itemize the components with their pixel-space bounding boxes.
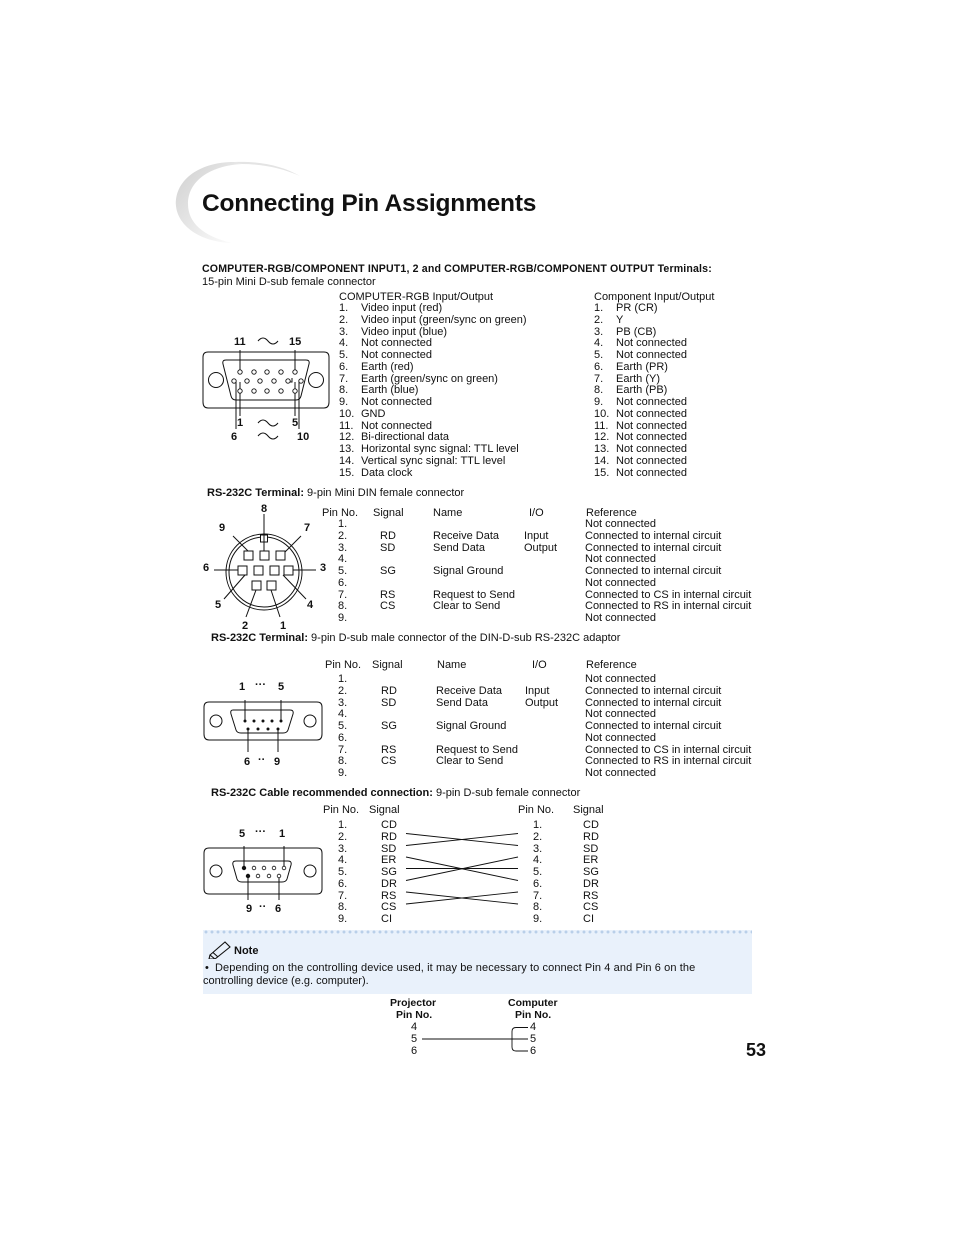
cable-label-1: 1 xyxy=(279,828,286,840)
cable-right-pin-number: 5. xyxy=(533,866,543,878)
dsub-reference: Connected to RS in internal circuit xyxy=(585,755,752,768)
din-9pin-connector-diagram xyxy=(200,500,330,632)
computer-rgb-pin-row xyxy=(339,409,527,421)
component-pin-number: 3. xyxy=(594,325,604,338)
cable-right-pin-number: 2. xyxy=(533,830,543,843)
component-pin-number: 15. xyxy=(594,466,610,479)
cable-section-heading xyxy=(211,787,580,799)
computer-rgb-pin-description: Data clock xyxy=(361,466,413,479)
rgb-label-5: 5 xyxy=(292,417,299,429)
din-label-2: 2 xyxy=(242,620,249,632)
computer-rgb-pin-description: Not connected xyxy=(361,337,432,350)
computer-rgb-pin-row xyxy=(339,350,527,362)
rgb-label-15: 15 xyxy=(289,336,302,348)
dsub-pin-number: 5. xyxy=(338,720,348,732)
component-pin-description: Earth (PR) xyxy=(616,360,668,373)
dsub-signal-name: Request to Send xyxy=(436,743,518,756)
dsub-header-name: Name xyxy=(437,659,467,671)
component-pin-description: Not connected xyxy=(616,349,687,361)
component-title: Component Input/Output xyxy=(594,291,715,303)
dsub-io: Input xyxy=(525,684,550,697)
cable-left-signal: CD xyxy=(381,819,397,831)
dsub-pin-number: 3. xyxy=(338,696,348,709)
computer-rgb-pin-list xyxy=(339,303,527,479)
din-label-4: 4 xyxy=(307,599,314,611)
component-pin-row xyxy=(594,350,687,362)
din-signal: CS xyxy=(380,600,396,613)
pencil-icon xyxy=(207,939,233,959)
dsub-top-dots: ··· xyxy=(255,679,266,691)
dsub-reference: Not connected xyxy=(585,731,656,744)
component-pin-row xyxy=(594,444,687,456)
dsub-pin-number: 8. xyxy=(338,755,348,768)
dsub-label-5: 5 xyxy=(278,681,285,693)
cable-left-signal: RS xyxy=(381,889,397,902)
dsub-signal-name: Send Data xyxy=(436,696,488,709)
dsub-reference: Connected to internal circuit xyxy=(585,684,722,697)
din-label-9: 9 xyxy=(219,522,226,534)
note-text-line1: Depending on the controlling device used, it may be necessary to connect Pin 4 and Pin 6 on the xyxy=(215,962,696,974)
note-dotted-border xyxy=(203,930,752,934)
component-pin-row xyxy=(594,362,687,374)
cable-right-signal: RS xyxy=(583,889,599,902)
dsub-reference: Connected to internal circuit xyxy=(585,696,722,709)
dsub-signal: RD xyxy=(381,684,397,697)
computer-rgb-pin-number: 5. xyxy=(339,349,349,361)
cable-left-pin-number: 3. xyxy=(338,842,348,855)
dsub-signal: SD xyxy=(381,696,397,709)
rgb-label-10: 10 xyxy=(297,431,310,443)
dsub-label-1: 1 xyxy=(239,681,246,693)
dsub-signal: CS xyxy=(381,755,397,768)
cable-wiring-diagram xyxy=(400,830,524,918)
cable-right-signal: ER xyxy=(583,854,599,867)
rgb-label-11: 11 xyxy=(234,336,246,348)
page-number: 53 xyxy=(746,1040,767,1060)
din-reference: Connected to internal circuit xyxy=(585,541,722,554)
cable-right-pin-number: 3. xyxy=(533,842,543,855)
component-pin-number: 10. xyxy=(594,407,610,420)
din-signal-name: Clear to Send xyxy=(433,600,501,613)
cable-left-pin-number: 9. xyxy=(338,913,348,925)
component-pin-description: PR (CR) xyxy=(616,302,658,314)
din-pin-number: 6. xyxy=(338,576,348,589)
component-pin-description: Earth (PB) xyxy=(616,384,668,397)
cable-heading-bold: RS-232C Cable recommended connection: xyxy=(211,787,433,799)
component-pin-description: Not connected xyxy=(616,396,687,408)
dsub-signal: RS xyxy=(381,743,397,756)
computer-rgb-pin-number: 6. xyxy=(339,360,349,373)
din-signal: RD xyxy=(380,529,396,542)
cable-left-pin-number: 5. xyxy=(338,866,348,878)
din-io: Input xyxy=(524,529,549,542)
component-pin-number: 6. xyxy=(594,360,604,373)
computer-rgb-pin-number: 14. xyxy=(339,454,355,467)
cable-left-signal: DR xyxy=(381,877,397,890)
computer-rgb-pin-description: Horizontal sync signal: TTL level xyxy=(361,443,519,455)
dsub-bottom-dots: ·· xyxy=(258,754,266,766)
din-reference: Not connected xyxy=(585,612,656,624)
dsub-signal-name: Signal Ground xyxy=(436,720,507,732)
computer-rgb-pin-number: 7. xyxy=(339,372,349,385)
cable-left-signal: CI xyxy=(381,913,392,925)
computer-rgb-pin-number: 10. xyxy=(339,407,355,420)
din-signal-name: Receive Data xyxy=(433,529,500,542)
computer-rgb-pin-description: Earth (green/sync on green) xyxy=(361,372,498,385)
computer-rgb-pin-description: Bi-directional data xyxy=(361,431,450,444)
computer-rgb-pin-description: Not connected xyxy=(361,396,432,408)
cable-right-pin-number: 1. xyxy=(533,819,543,831)
din-label-1: 1 xyxy=(280,620,287,632)
computer-rgb-pin-number: 11. xyxy=(339,419,354,432)
component-pin-description: PB (CB) xyxy=(616,325,657,338)
din-label-6: 6 xyxy=(203,562,210,574)
cable-left-signal: RD xyxy=(381,830,397,843)
computer-rgb-pin-row xyxy=(339,456,527,468)
din-io: Output xyxy=(524,541,558,554)
cable-right-header-pin: Pin No. xyxy=(518,804,555,816)
dsub-header-pin: Pin No. xyxy=(325,659,362,671)
din-signal-name: Signal Ground xyxy=(433,565,504,577)
note-bullet: • xyxy=(205,962,209,974)
din-pin-number: 2. xyxy=(338,529,348,542)
cable-left-signal: SD xyxy=(381,842,397,855)
cable-right-pin-number: 4. xyxy=(533,854,543,867)
computer-rgb-pin-number: 3. xyxy=(339,325,349,338)
din-pin-number: 4. xyxy=(338,553,348,566)
rgb-heading-bold: COMPUTER-RGB/COMPONENT INPUT1, 2 and COMPUTER-RGB/COMPONENT OUTPUT Terminals: xyxy=(202,263,712,275)
cable-right-signal: CS xyxy=(583,901,599,914)
component-pin-row xyxy=(594,397,687,409)
component-pin-number: 4. xyxy=(594,337,604,350)
computer-rgb-pin-description: Earth (red) xyxy=(361,360,414,373)
computer-rgb-pin-number: 13. xyxy=(339,443,355,455)
dsub-reference: Not connected xyxy=(585,767,656,779)
dsub-pin-number: 9. xyxy=(338,767,348,779)
din-reference: Connected to RS in internal circuit xyxy=(585,600,752,613)
dsub-header-reference: Reference xyxy=(586,659,637,671)
component-pin-row xyxy=(594,409,687,421)
note-title: Note xyxy=(234,945,259,957)
component-pin-number: 12. xyxy=(594,431,610,444)
computer-rgb-pin-number: 15. xyxy=(339,466,355,479)
component-pin-number: 1. xyxy=(594,302,604,314)
projector-title-1: Projector xyxy=(390,997,437,1009)
computer-title-1: Computer xyxy=(508,997,558,1009)
cable-left-pin-number: 6. xyxy=(338,877,348,890)
din-header-signal: Signal xyxy=(373,507,404,519)
computer-rgb-pin-number: 9. xyxy=(339,396,349,408)
din-heading-bold: RS-232C Terminal: xyxy=(207,487,304,499)
component-pin-description: Not connected xyxy=(616,431,687,444)
din-pin-number: 5. xyxy=(338,565,348,577)
component-pin-description: Not connected xyxy=(616,407,687,420)
cable-left-pin-number: 1. xyxy=(338,819,348,831)
component-pin-row xyxy=(594,315,687,327)
component-pin-description: Not connected xyxy=(616,443,687,455)
component-pin-number: 8. xyxy=(594,384,604,397)
rgb-label-6: 6 xyxy=(231,431,238,443)
component-pin-number: 9. xyxy=(594,396,604,408)
cable-right-signal: SG xyxy=(583,866,599,878)
cable-right-pin-number: 7. xyxy=(533,889,543,902)
computer-pin-5: 5 xyxy=(530,1033,537,1045)
cable-right-header-signal: Signal xyxy=(573,804,604,816)
cable-left-pin-number: 7. xyxy=(338,889,348,902)
projector-pin-5: 5 xyxy=(411,1033,418,1045)
computer-title-2: Pin No. xyxy=(515,1009,552,1021)
cable-right-signal: SD xyxy=(583,842,599,855)
din-header-name: Name xyxy=(433,507,463,519)
component-pin-number: 14. xyxy=(594,454,610,467)
computer-pin-6: 6 xyxy=(530,1045,537,1057)
computer-rgb-pin-number: 1. xyxy=(339,302,349,314)
dsub-header-signal: Signal xyxy=(372,659,403,671)
component-pin-number: 5. xyxy=(594,349,604,361)
cable-label-5: 5 xyxy=(239,828,246,840)
din-header-io: I/O xyxy=(529,507,544,519)
component-pin-list xyxy=(594,303,687,479)
dsub-pin-number: 6. xyxy=(338,731,348,744)
cable-left-pin-number: 4. xyxy=(338,854,348,867)
cable-left-signal: CS xyxy=(381,901,397,914)
dsub-label-6: 6 xyxy=(244,756,251,768)
din-reference: Connected to internal circuit xyxy=(585,529,722,542)
cable-right-signal: CD xyxy=(583,819,599,831)
dsub-signal-name: Clear to Send xyxy=(436,755,504,768)
dsub-signal: SG xyxy=(381,720,397,732)
computer-rgb-pin-description: Video input (red) xyxy=(361,302,443,314)
computer-rgb-pin-description: GND xyxy=(361,407,386,420)
dsub-heading-rest: 9-pin D-sub male connector of the DIN-D-sub RS-232C adaptor xyxy=(308,632,621,644)
din-signal-name: Send Data xyxy=(433,541,485,554)
dsub-reference: Connected to internal circuit xyxy=(585,720,722,732)
computer-rgb-pin-row xyxy=(339,303,527,315)
note-text-line2: controlling device (e.g. computer). xyxy=(203,975,369,987)
din-pin-number: 1. xyxy=(338,518,348,530)
projector-pin-6: 6 xyxy=(411,1045,418,1057)
computer-rgb-pin-description: Earth (blue) xyxy=(361,384,419,397)
computer-pin-4: 4 xyxy=(530,1021,537,1033)
dsub-section-heading xyxy=(211,632,620,644)
component-pin-description: Not connected xyxy=(616,419,687,432)
computer-rgb-pin-number: 8. xyxy=(339,384,349,397)
cable-left-signal: ER xyxy=(381,854,397,867)
din-header-reference: Reference xyxy=(586,507,637,519)
cable-right-pin-number: 8. xyxy=(533,901,543,914)
din-label-7: 7 xyxy=(304,522,311,534)
computer-rgb-pin-description: Vertical sync signal: TTL level xyxy=(361,454,506,467)
cable-right-signal: DR xyxy=(583,877,599,890)
rgb-subheading: 15-pin Mini D-sub female connector xyxy=(202,276,376,288)
page-title: Connecting Pin Assignments xyxy=(202,190,537,217)
rgb-label-1: 1 xyxy=(237,417,244,429)
component-pin-description: Not connected xyxy=(616,337,687,350)
dsub-pin-number: 7. xyxy=(338,743,348,756)
din-reference: Not connected xyxy=(585,576,656,589)
cable-right-signal: RD xyxy=(583,830,599,843)
component-pin-row xyxy=(594,303,687,315)
computer-rgb-pin-description: Not connected xyxy=(361,349,432,361)
cable-bottom-dots: ·· xyxy=(259,901,267,913)
computer-rgb-pin-number: 2. xyxy=(339,313,349,326)
component-pin-number: 7. xyxy=(594,372,604,385)
computer-rgb-pin-description: Video input (green/sync on green) xyxy=(361,313,527,326)
cable-right-pin-number: 9. xyxy=(533,913,543,925)
cable-left-pin-number: 2. xyxy=(338,830,348,843)
cable-heading-rest: 9-pin D-sub female connector xyxy=(432,787,581,799)
din-signal: SG xyxy=(380,565,396,577)
dsub-heading-bold: RS-232C Terminal: xyxy=(211,632,308,644)
din-section-heading xyxy=(207,487,464,499)
computer-rgb-pin-description: Not connected xyxy=(361,419,432,432)
cable-top-dots: ··· xyxy=(255,826,266,838)
projector-pin-4: 4 xyxy=(411,1021,418,1033)
computer-rgb-title: COMPUTER-RGB Input/Output xyxy=(339,291,494,303)
dsub-reference: Not connected xyxy=(585,673,656,685)
cable-label-6: 6 xyxy=(275,903,282,915)
rgb-section-heading xyxy=(202,263,712,275)
pin-loopback-diagram xyxy=(418,1022,530,1056)
dsub-pin-number: 2. xyxy=(338,684,348,697)
din-reference: Connected to CS in internal circuit xyxy=(585,588,752,601)
din-pin-number: 8. xyxy=(338,600,348,613)
cable-label-9: 9 xyxy=(246,903,253,915)
din-label-3: 3 xyxy=(320,562,327,574)
component-pin-description: Not connected xyxy=(616,454,687,467)
projector-title-2: Pin No. xyxy=(396,1009,433,1021)
component-pin-number: 2. xyxy=(594,313,604,326)
din-label-8: 8 xyxy=(261,503,268,515)
din-signal: RS xyxy=(380,588,396,601)
dsub-reference: Connected to CS in internal circuit xyxy=(585,743,752,756)
component-pin-number: 11. xyxy=(594,419,609,432)
component-pin-number: 13. xyxy=(594,443,610,455)
din-pin-number: 9. xyxy=(338,612,348,624)
cable-right-pin-number: 6. xyxy=(533,877,543,890)
dsub-signal-name: Receive Data xyxy=(436,684,503,697)
computer-rgb-pin-row xyxy=(339,444,527,456)
computer-rgb-pin-row xyxy=(339,468,527,480)
component-pin-row xyxy=(594,468,687,480)
dsub-io: Output xyxy=(525,696,559,709)
dsub-label-9: 9 xyxy=(274,756,281,768)
din-reference: Not connected xyxy=(585,553,656,566)
din-signal-name: Request to Send xyxy=(433,588,515,601)
component-pin-description: Y xyxy=(616,313,624,326)
component-pin-description: Not connected xyxy=(616,466,687,479)
computer-rgb-pin-number: 12. xyxy=(339,431,355,444)
din-header-pin: Pin No. xyxy=(322,507,359,519)
din-reference: Not connected xyxy=(585,518,656,530)
rgb-15pin-connector-diagram xyxy=(198,332,334,444)
din-heading-rest: 9-pin Mini DIN female connector xyxy=(304,487,465,499)
computer-rgb-pin-row xyxy=(339,397,527,409)
dsub-pin-number: 1. xyxy=(338,673,348,685)
cable-left-pin-number: 8. xyxy=(338,901,348,914)
computer-rgb-pin-number: 4. xyxy=(339,337,349,350)
component-pin-row xyxy=(594,456,687,468)
cable-left-header-pin: Pin No. xyxy=(323,804,360,816)
cable-left-signal: SG xyxy=(381,866,397,878)
din-pin-number: 3. xyxy=(338,541,348,554)
cable-left-header-signal: Signal xyxy=(369,804,400,816)
computer-rgb-pin-row xyxy=(339,315,527,327)
din-signal: SD xyxy=(380,541,396,554)
cable-right-signal: CI xyxy=(583,913,594,925)
computer-rgb-pin-description: Video input (blue) xyxy=(361,325,448,338)
din-label-5: 5 xyxy=(215,599,222,611)
dsub-header-io: I/O xyxy=(532,659,547,671)
din-reference: Connected to internal circuit xyxy=(585,565,722,577)
din-pin-number: 7. xyxy=(338,588,348,601)
dsub-pin-number: 4. xyxy=(338,708,348,721)
computer-rgb-pin-row xyxy=(339,362,527,374)
dsub-reference: Not connected xyxy=(585,708,656,721)
component-pin-description: Earth (Y) xyxy=(616,372,661,385)
